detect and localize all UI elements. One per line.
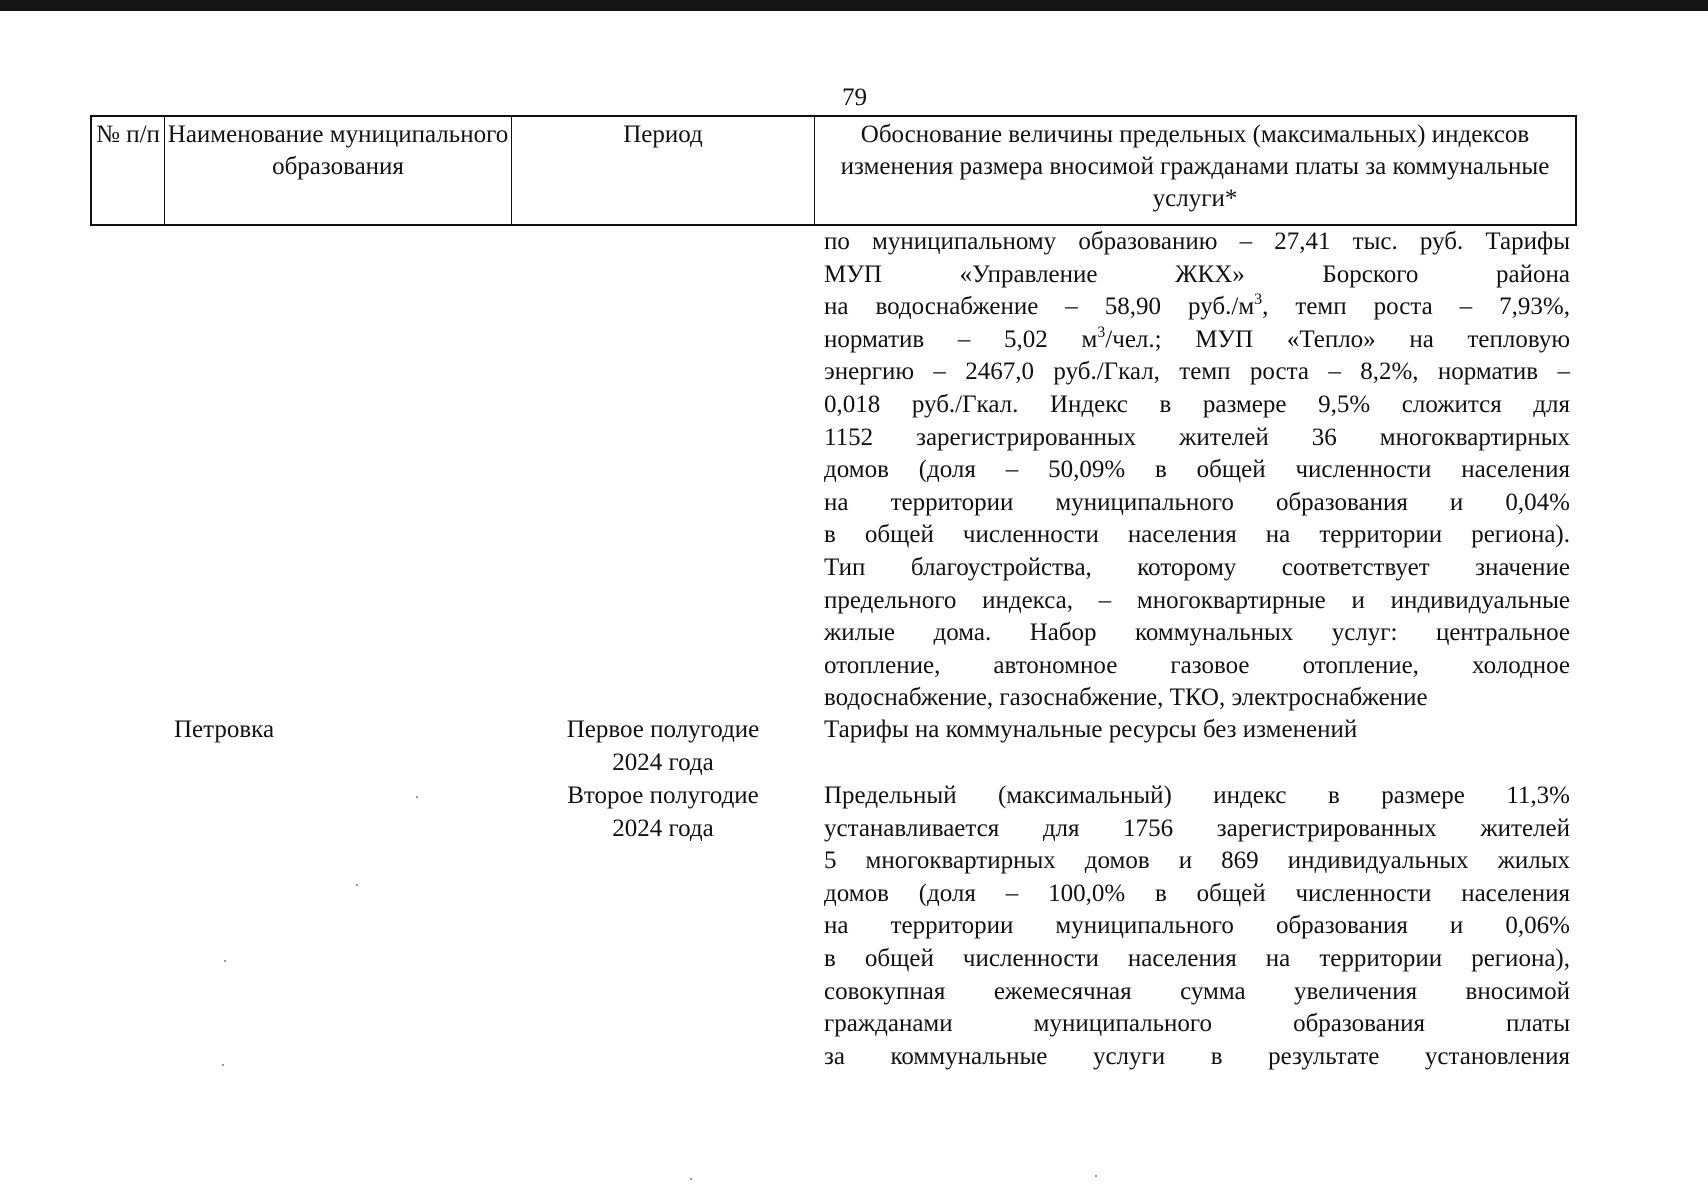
period-line: 2024 года: [612, 748, 714, 776]
scan-speck: [222, 1064, 224, 1066]
text-line: гражданами муниципального образования платы: [824, 1010, 1570, 1038]
table-header: [90, 115, 1577, 226]
basis-continuation-text: [824, 226, 1570, 715]
text-line: отопление, автономное газовое отопление, холодное: [824, 651, 1570, 679]
period-line: 2024 года: [612, 814, 714, 842]
text-line: устанавливается для 1756 зарегистрированных жителей: [824, 814, 1570, 842]
text-line: жилые дома. Набор коммунальных услуг: центральное: [824, 619, 1570, 647]
text-line: Тип благоустройства, которому соответствует значение: [824, 553, 1570, 581]
text-line: домов (доля – 50,09% в общей численности населения: [824, 456, 1570, 484]
text-line: в общей численности населения на территории региона),: [824, 944, 1570, 972]
text-line: 5 многоквартирных домов и 869 индивидуальных жилых: [824, 847, 1570, 875]
header-col-number: № п/п: [92, 117, 165, 224]
scan-speck: [416, 796, 418, 798]
text-segment: норматив – 5,02 м: [824, 325, 1098, 353]
text-line-with-superscript: [824, 324, 1570, 357]
text-segment: /чел.; МУП «Тепло» на тепловую: [1105, 325, 1570, 353]
text-line: на территории муниципального образования и 0,06%: [824, 912, 1570, 940]
superscript: 3: [1097, 323, 1106, 341]
text-line: 1152 зарегистрированных жителей 36 многоквартирных: [824, 423, 1570, 451]
text-line: 0,018 руб./Гкал. Индекс в размере 9,5% сложится для: [824, 390, 1570, 418]
text-line: на территории муниципального образования и 0,04%: [824, 488, 1570, 516]
period-line: Первое полугодие: [566, 716, 760, 743]
text-segment: , темп роста – 7,93%,: [1262, 293, 1570, 321]
header-col-municipality: Наименование муниципального образования: [165, 117, 512, 224]
text-line: за коммунальные услуги в результате установления: [824, 1042, 1570, 1070]
period-line: Второе полугодие: [567, 782, 759, 809]
text-line: предельного индекса, – многоквартирные и индивидуальные: [824, 586, 1570, 614]
superscript: 3: [1254, 291, 1263, 309]
text-line: МУП «Управление ЖКХ» Борского района: [824, 260, 1570, 288]
period-second-half: [543, 780, 783, 845]
basis-first-half: Тарифы на коммунальные ресурсы без изменений: [824, 716, 1358, 743]
text-line: Предельный (максимальный) индекс в размере 11,3%: [824, 782, 1570, 809]
scan-speck: [1095, 1175, 1097, 1177]
scan-speck: [356, 884, 358, 886]
page-number: 79: [842, 84, 867, 111]
header-col-period: Период: [512, 117, 815, 224]
scan-speck: [690, 1178, 692, 1180]
text-segment: на водоснабжение – 58,90 руб./м: [824, 293, 1255, 321]
scan-top-edge: [0, 0, 1708, 11]
basis-second-half: [824, 780, 1570, 1073]
text-line: по муниципальному образованию – 27,41 тыс. руб. Тарифы: [824, 228, 1570, 255]
scan-speck: [224, 960, 226, 962]
text-line: домов (доля – 100,0% в общей численности населения: [824, 879, 1570, 907]
text-line-with-superscript: [824, 291, 1570, 324]
text-line: энергию – 2467,0 руб./Гкал, темп роста – 8,2%, норматив –: [824, 358, 1570, 386]
municipality-name: Петровка: [174, 716, 275, 743]
text-line: в общей численности населения на территории региона).: [824, 521, 1570, 549]
header-col-basis: Обоснование величины предельных (максимальных) индексов изменения размера вносимой гражданами платы за коммунальные услуги*: [840, 121, 1550, 212]
text-line: водоснабжение, газоснабжение, ТКО, электроснабжение: [824, 684, 1428, 712]
text-line: совокупная ежемесячная сумма увеличения вносимой: [824, 977, 1570, 1005]
period-first-half: [543, 714, 783, 779]
